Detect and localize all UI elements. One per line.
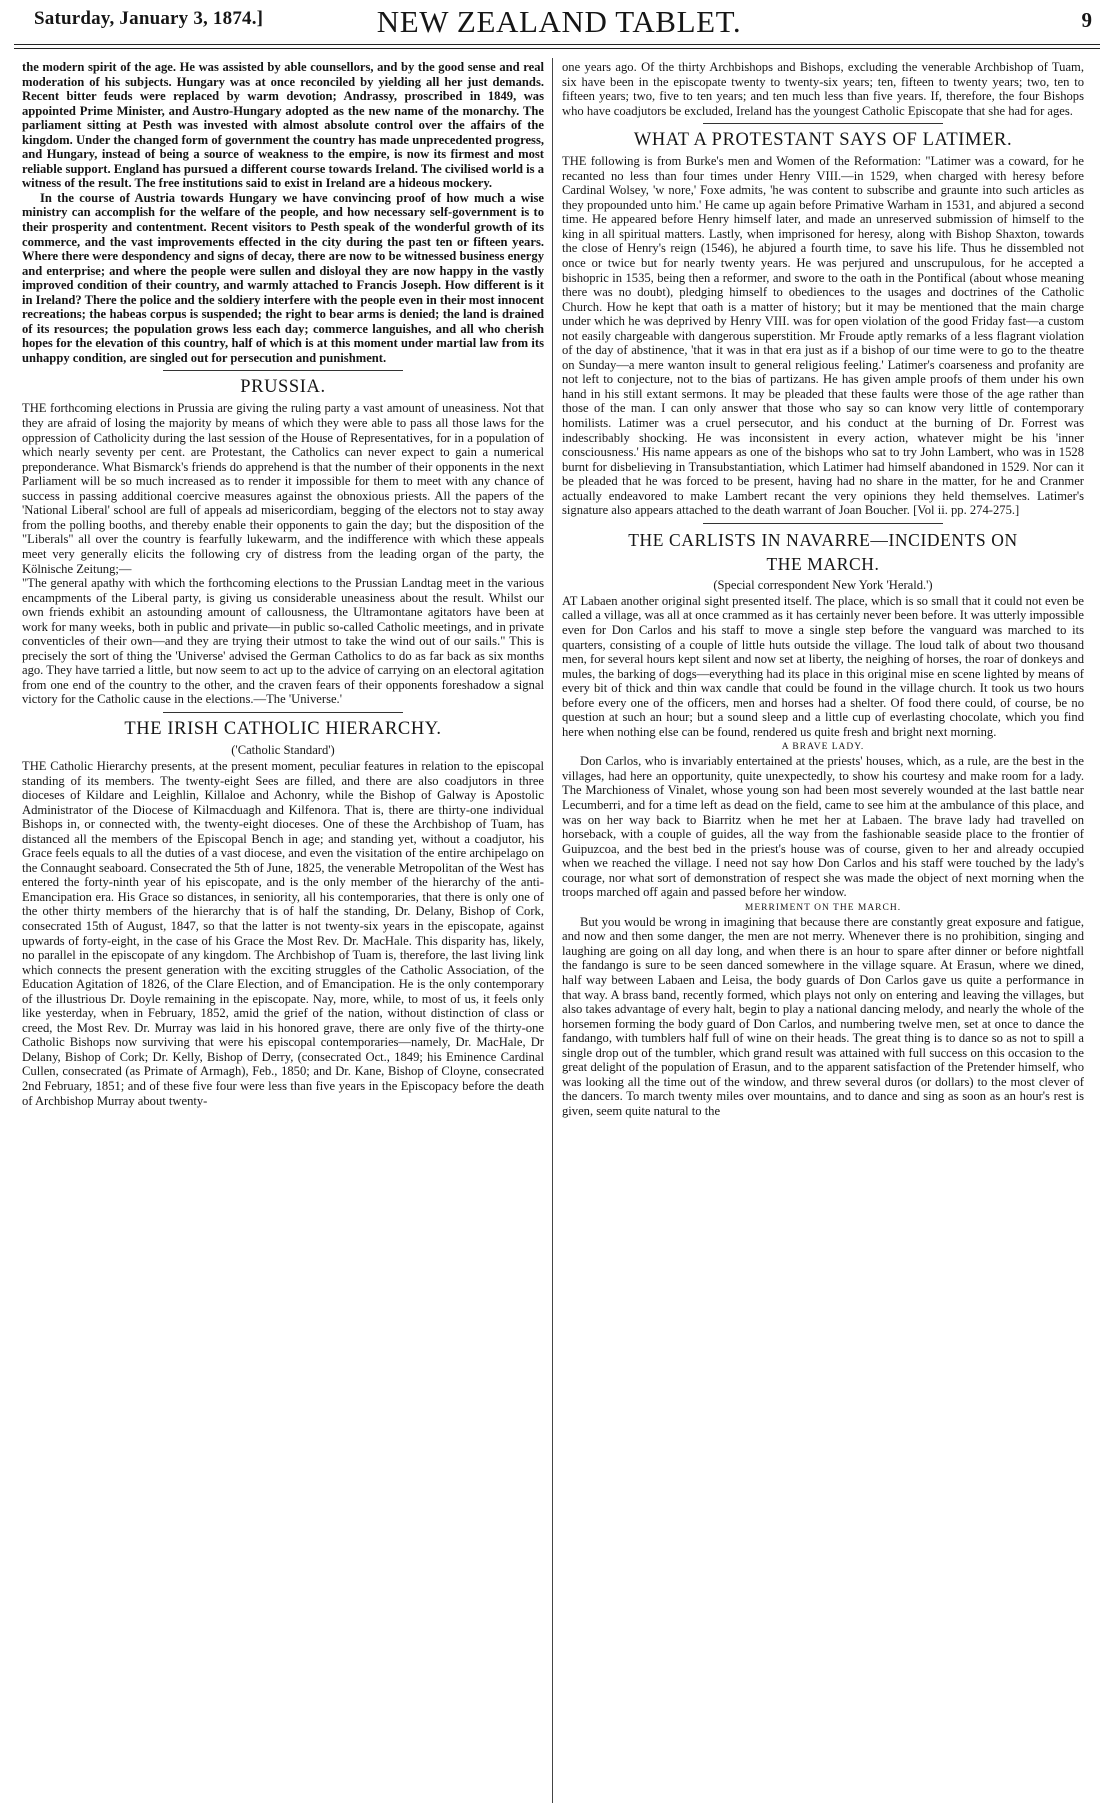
carlists-heading-line-2: THE MARCH. [766, 553, 880, 574]
issue-date: Saturday, January 3, 1874.] [34, 8, 264, 29]
carlists-paragraph-3: But you would be wrong in imagining that because there are constantly great exposure and fatigue, and now and then some danger, the men are not merry. Whenever there is no prohibition, singing and laughing are going on all day long, and when there is an hour to spare after dinner or before nightfall the fandango is sure to be seen danced somewhere in the village square. At Erasun, where we dined, half way between Labaen and Leisa, the body guards of Don Carlos gave us quite a performance in that way. A brass band, recently formed, which plays not only on entering and leaving the villages, but also takes advantage of every halt, begin to play a national dancing melody, and nearly the whole of the horsemen forming the body guard of Don Carlos, and numbering twelve men, set at once to dance the fandango, with tumblers half full of wine on their heads. The great thing is to dance so as not to spill a single drop out of the tumbler, which grand result was attained with full success on this occasion to the great delight of the population of Erasun, and to the apparent satisfaction of the Pretender himself, who was looking all the time out of the window, and threw several duros (or dollars) to the most clever of the dancers. To march twenty miles over mountains, and to dance and sing as soon as an hour's rest is given, seem quite natural to the [562, 914, 1084, 1118]
carlists-paragraph-2: Don Carlos, who is invariably entertained at the priests' houses, which, as a rule, are the best in the villages, had here an opportunity, quite unexpectedly, to show his courtesy and make room for a lady. The Marchioness of Vinalet, whose young son had been most severely wounded at the last battle near Lecumberri, and for a time left as dead on the field, came to see him at the ambulance of this place, and was on her way back to Biarritz when he met her at Labaen. The brave lady had travelled on horseback, with a couple of guides, all the way from the fashionable seaside place to the frontier of Guipuzcoa, and the best bed in the priest's house was of course, given to her and already occupied when we reached the village. I need not say how Don Carlos and his staff were touched by the lady's courage, nor what sort of demonstration of respect she was made the object of next morning when the troops marched off again and passed before her window. [562, 754, 1084, 900]
column-divider [552, 58, 553, 1803]
hungary-paragraph-2: In the course of Austria towards Hungary we have convincing proof of how much a wise ministry can accomplish for the welfare of the people, and how necessary self-government is to their prosperity and contentment. Recent visitors to Pesth speak of the wonderful growth of its commerce, and the vast improvements effected in the city during the past ten or fifteen years. Where there were despondency and signs of decay, there are now to be witnessed business energy and enterprise; and where the people were sullen and disloyal they are now happy in the vastly improved condition of their country, and warmly attached to Francis Joseph. How different is it in Ireland? There the police and the soldiery interfere with the people even in their most innocent recreations; the habeas corpus is suspended; the right to bear arms is denied; the land is drained of its resources; the population grows less each day; commerce languishes, and all who cherish hopes for the elevation of this country, half of which is at this moment under martial law from its unhappy condition, are singled out for persecution and punishment. [22, 190, 544, 365]
carlists-heading: THE CARLISTS IN NAVARRE—INCIDENTS ON [628, 529, 1018, 550]
hierarchy-continuation: one years ago. Of the thirty Archbishops and Bishops, excluding the venerable Archbishop of Tuam, six have been in the episcopate twenty to twenty-six years; ten, fifteen to twenty years; two, ten to fifteen years; two, five to ten years; and ten much less than five years. If, therefore, the four Bishops who have coadjutors be excluded, Ireland has the youngest Catholic Episcopate that she had for ages. [562, 60, 1084, 118]
hungary-paragraph-1: the modern spirit of the age. He was assisted by able counsellors, and by the good sense and real moderation of his subjects. Hungary was at once reconciled by yielding all her just demands. Recent bitter feuds were replaced by warm devotion; Andrassy, proscribed in 1849, was appointed Prime Minister, and Austro-Hungary adopted as the new name of the monarchy. The parliament sitting at Pesth was invested with almost absolute control over the affairs of the kingdom. Under the changed form of government the country has made unprecedented progress, and Hungary, instead of being a source of weakness to the empire, is now its firmest and most reliable support. England has pursued a different course towards Ireland. The civilised world is a witness of the result. The free institutions said to exist in Ireland are a hideous mockery. [22, 60, 544, 191]
hierarchy-paragraph: THE Catholic Hierarchy presents, at the present moment, peculiar features in relation to the episcopal standing of its members. The twenty-eight Sees are filled, and there are also coadjutors in three dioceses of Kildare and Leighlin, Killaloe and Achonry, while the Bishop of Galway is Apostolic Administrator of the Diocese of Kilmacduagh and Kilfenora. That is, there are thirty-one individual Bishops in, or connected with, the twenty-eight dioceses. One of these the Archbishop of Tuam, has distanced all the members of the Episcopal Bench in age; and standing yet, without a coadjutor, his Grace feels equals to all the duties of a vast diocese, and even the visitation of the entire archipelago on the Connaught seaboard. Consecrated the 5th of June, 1825, the venerable Metropolitan of the West has entered the forty-ninth year of his episcopate, and is the only member of the hierarchy of the anti-Emancipation era. His Grace so distances, in seniority, all his contemporaries, that there is only one of the other thirty members of the hierarchy that is of half the standing, Dr. Delany, Bishop of Cork, consecrated 15th of August, 1847, so that the latter is not twenty-six years in the episcopate, against upwards of forty-eight, in the case of his Grace the Most Rev. Dr. MacHale. This disparity has, likely, no parallel in the episcopate of any kingdom. The Archbishop of Tuam is, therefore, the last living link which connects the present generation with the exciting struggles of the Catholic Association, of the Education Agitation of 1826, of the Clare Election, and of Emancipation. He is the only contemporary of the illustrious Dr. Doyle remaining in the episcopate. Nay, more, while, to most of us, it feels only like yesterday, when in February, 1852, amid the grief of the nation, without distinction of class or creed, the Most Rev. Dr. Murray was laid in his honored grave, there are only five of the thirty-one Catholic Bishops now surviving that were his episcopal contemporaries—namely, Dr. MacHale, Dr Delany, Bishop of Cork; Dr. Kelly, Bishop of Derry, (consecrated Oct., 1849; his Eminence Cardinal Cullen, consecrated (as Primate of Armagh), Feb., 1850; and Dr. Kane, Bishop of Cloyne, consecrated 2nd February, 1851; and of these five four were less than five years in the Episcopacy before the death of Archbishop Murray about twenty- [22, 758, 544, 1108]
brave-lady-subheading: A BRAVE LADY. [781, 742, 865, 753]
prussia-heading: PRUSSIA. [240, 377, 326, 398]
section-separator [163, 370, 403, 371]
newspaper-title: NEW ZEALAND TABLET. [376, 4, 742, 39]
masthead [18, 0, 1100, 40]
latimer-heading: WHAT A PROTESTANT SAYS OF LATIMER. [633, 130, 1013, 151]
merriment-subheading: MERRIMENT ON THE MARCH. [744, 902, 902, 913]
carlists-source: (Special correspondent New York 'Herald.') [713, 577, 933, 592]
section-separator [163, 712, 403, 713]
latimer-paragraph: THE following is from Burke's men and Women of the Reformation: "Latimer was a coward, for he recanted no less than four times under Henry VIII.—in 1529, when charged with heresy before Cardinal Wolsey, 'w nore,' Foxe admits, 'he was content to subscribe and graunte into such articles as they propounded unto him.' He came up again before Primative Warham in 1531, and abjured a second time. He appeared before Henry himself later, and made an unreserved submission of himself to the king in all spiritual matters. Lastly, when imprisoned for heresy, along with Bishop Shaxton, towards the close of Henry's reign (1546), he abjured a fourth time, to save his life. Thus he dissembled not once or twice but for nearly twenty years. He was perjured and unscrupulous, for he accepted a bishopric in 1535, being then a reformer, and swore to the oath in the Pontifical (about whose meaning there was no doubt), pledging himself to obediences to the usages and doctrines of the Catholic Church. How he kept that oath is a matter of history; but it may be mentioned that the main charge under which he was deprived by Henry VIII. was for open violation of the good Friday fast—a custom not easily chargeable with dangerous superstition. Mr Froude aptly remarks of a less flagrant violation of the day of abstinence, 'that it was in that era just as if a bishop of our time were to go to the theatre on Sunday—a mere wanton insult to general religious feeling.' Latimer's coarseness and profanity are not left to conjecture, not to the bias of partizans. He has given ample proofs of them under his own hand in his still extant sermons. It may be pleaded that these faults were those of the age rather than those of the man. I can only answer that those who say so can know very little of contemporary homilists. Latimer was a cruel persecutor, and his conduct at the burning of Dr. Forrest was indescribably shocking. He was inconsistent in every action, whatever might be his 'inner consciousness.' His name appears as one of the bishops who sat to try John Lambert, who was in 1528 burnt for disbelieving in Transubstantiation, which Latimer had himself abandoned in 1529. Nor can it be pleaded that he was forced to be present, having had no share in the matter, for he and Cranmer actually endeavored to make Lambert recant the very opinions they held themselves. Latimer's signature also appears attached to the death warrant of Joan Boucher. [Vol ii. pp. 274-275.] [562, 154, 1084, 518]
hierarchy-heading: THE IRISH CATHOLIC HIERARCHY. [124, 718, 442, 739]
left-column [22, 60, 544, 1803]
prussia-paragraph-1: THE forthcoming elections in Prussia are giving the ruling party a vast amount of uneasiness. Not that they are afraid of losing the majority by means of which they were able to pass all those laws for the oppression of Catholicity during the last session of the House of Representatives, for in a population of which nearly seventy per cent. are Protestant, the Catholics can never expect to gain a numerical preponderance. What Bismarck's friends do apprehend is that the number of their opponents in the next Parliament will be so much increased as to render it impossible for them to meet with any chance of success in passing additional coercive measures against the obnoxious priests. All the papers of the 'National Liberal' school are full of appeals ad misericordiam, begging of the electors not to stay away from the polling booths, and thereby enable their opponents to gain the day; but the disposition of the "Liberals" all over the country is fearfully lukewarm, and the indifference with which these appeals meet very generally elicits the following cry of distress from the leading organ of the party, the Kölnische Zeitung;— [22, 401, 544, 576]
section-separator [703, 523, 943, 524]
section-separator [703, 123, 943, 124]
carlists-paragraph-1: AT Labaen another original sight presented itself. The place, which is so small that it could not even be called a village, was all at once crammed as it has certainly never been before. It was utterly impossible even for Don Carlos and his staff to move a single step before the vanguard was marched to its quarters, consisting of a couple of little huts outside the village. The loud talk of about two thousand men, for several hours kept silent and now set at liberty, the neighing of horses, the roar of donkeys and mules, the barking of dogs—everything had its place in this original mise en scene lighted by means of every bit of thick and thin wax candle that could be found in the village church. It took us two hours before every one of the officers, men and horses had a shelter. Of food there could, of course, be no question at such an hour; but a sound sleep and a little cup of everlasting chocolate, which you find here when nothing else can be found, rendered us quite fresh and bright next morning. [562, 593, 1084, 739]
page-number: 9 [1081, 8, 1092, 32]
masthead-rule-top [14, 44, 1100, 45]
hierarchy-source: ('Catholic Standard') [231, 742, 335, 757]
prussia-paragraph-2: "The general apathy with which the forthcoming elections to the Prussian Landtag meet in the various encampments of the Liberal party, is giving us considerable uneasiness about the result. Whilst our own friends exhibit an astounding amount of callousness, the Ultramontane agitators have been at work for many weeks, both in public and private—in public so-called Catholic meetings, and in private conventicles of their own—and they are trying their utmost to take the wind out of our sails." This is precisely the sort of thing the 'Universe' advised the German Catholics to do as far back as six months ago. They have tarried a little, but now seem to act up to the advice of carrying on an electoral agitation from one end of the country to the other, and the craven fears of their opponents foreshadow a signal victory for the Catholic cause in the elections.—The 'Universe.' [22, 576, 544, 707]
masthead-rule-bottom [14, 48, 1100, 49]
right-column [562, 60, 1084, 1803]
